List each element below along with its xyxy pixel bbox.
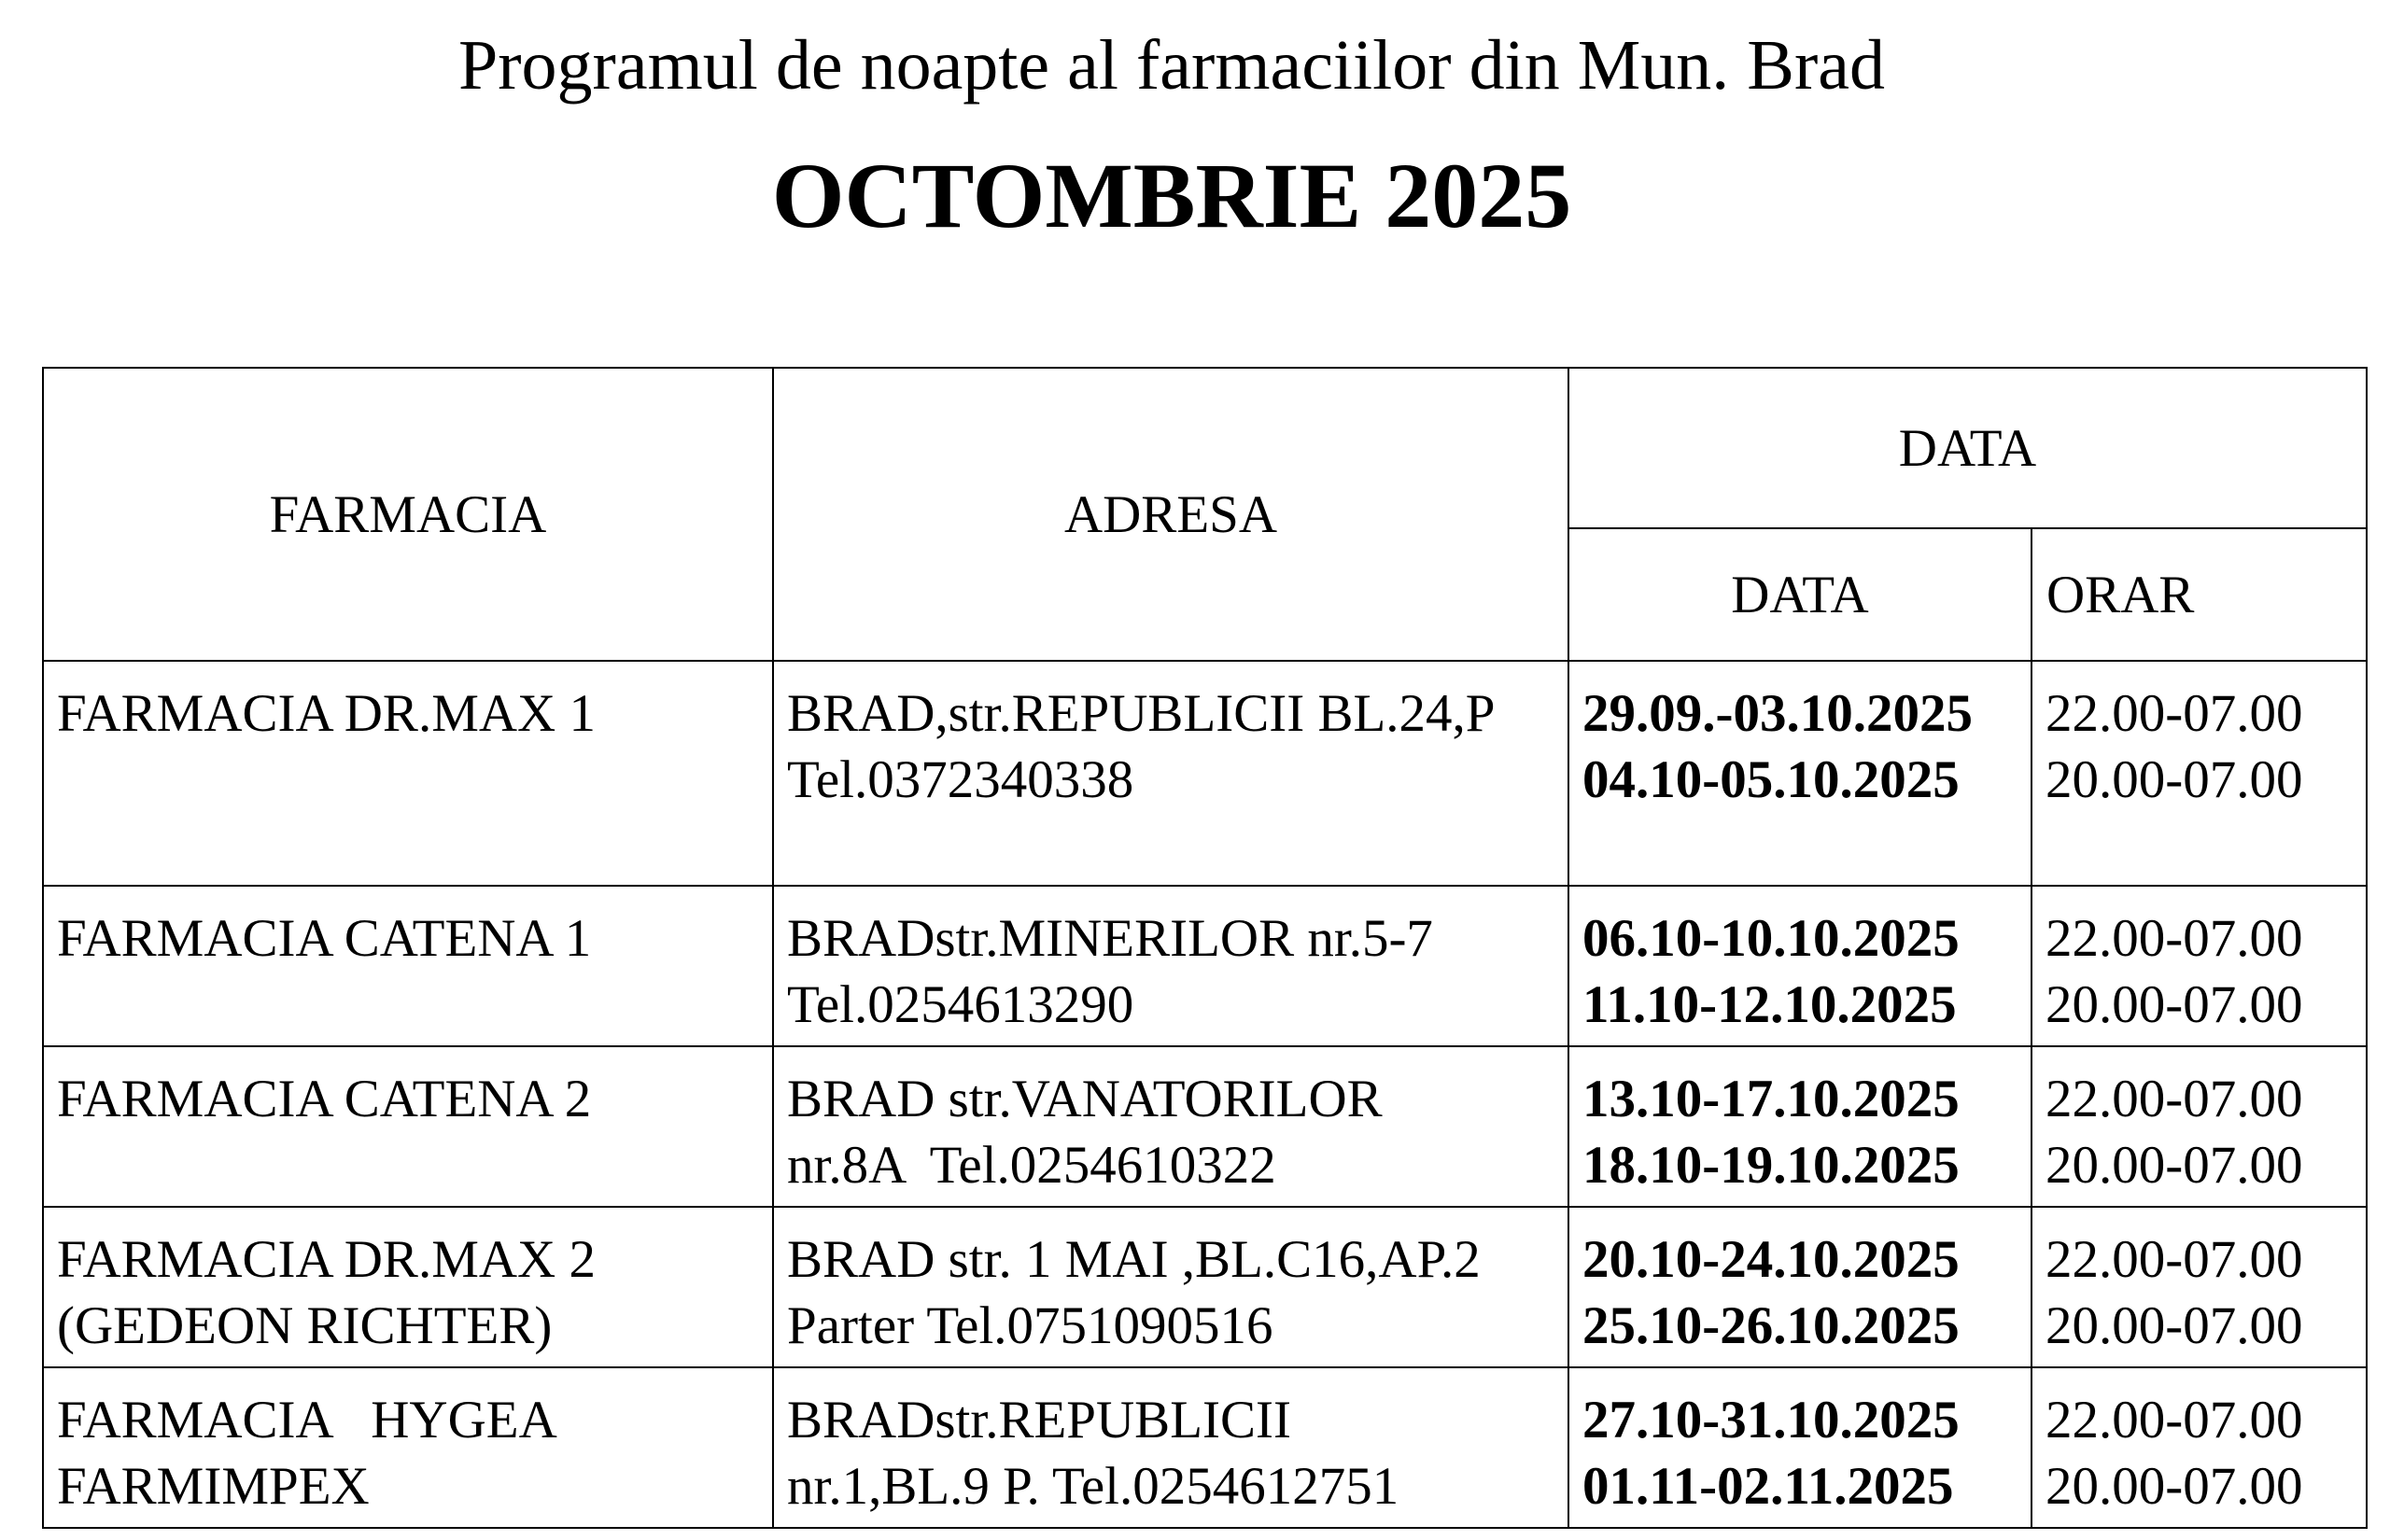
cell-hours bbox=[2032, 661, 2367, 886]
document-subtitle: Programul de noapte al farmaciilor din Mun. Brad bbox=[457, 26, 1885, 105]
cell-address-line: BRAD str. 1 MAI ,BL.C16,AP.2 bbox=[787, 1230, 1481, 1289]
cell-dates bbox=[1568, 1367, 2032, 1528]
cell-address-line: BRAD,str.REPUBLICII BL.24,P bbox=[787, 684, 1496, 743]
cell-hours-line: 20.00-07.00 bbox=[2046, 750, 2303, 809]
cell-hours-line: 20.00-07.00 bbox=[2046, 1457, 2303, 1516]
cell-address bbox=[773, 1367, 1568, 1528]
cell-hours-line: 20.00-07.00 bbox=[2046, 975, 2303, 1034]
table-row bbox=[43, 661, 2367, 886]
table-row bbox=[43, 1367, 2367, 1528]
cell-address bbox=[773, 661, 1568, 886]
cell-dates bbox=[1568, 661, 2032, 886]
header-orar: ORAR bbox=[2032, 528, 2367, 661]
cell-hours-line: 22.00-07.00 bbox=[2046, 1070, 2303, 1128]
cell-pharmacy-name bbox=[43, 661, 773, 886]
cell-address bbox=[773, 886, 1568, 1046]
cell-hours bbox=[2032, 1207, 2367, 1367]
cell-pharmacy-name bbox=[43, 886, 773, 1046]
cell-dates bbox=[1568, 1046, 2032, 1207]
header-farmacia: FARMACIA bbox=[43, 368, 773, 661]
cell-hours bbox=[2032, 886, 2367, 1046]
cell-address bbox=[773, 1207, 1568, 1367]
cell-dates-line: 20.10-24.10.2025 bbox=[1582, 1230, 1960, 1289]
cell-pharmacy-name-line: FARMIMPEX bbox=[57, 1457, 370, 1516]
cell-dates-line: 29.09.-03.10.2025 bbox=[1582, 684, 1973, 743]
pharmacy-schedule-table bbox=[42, 367, 2368, 1529]
cell-address-line: nr.8A Tel.0254610322 bbox=[787, 1136, 1276, 1195]
header-data-group: DATA bbox=[1568, 368, 2367, 528]
table-row bbox=[43, 1207, 2367, 1367]
cell-address-line: BRAD str.VANATORILOR bbox=[787, 1070, 1383, 1128]
cell-pharmacy-name-line: FARMACIA DR.MAX 2 bbox=[57, 1230, 596, 1289]
cell-pharmacy-name-line: FARMACIA HYGEA bbox=[57, 1391, 557, 1449]
cell-hours-line: 22.00-07.00 bbox=[2046, 1391, 2303, 1449]
cell-dates-line: 18.10-19.10.2025 bbox=[1582, 1136, 1960, 1195]
cell-dates bbox=[1568, 886, 2032, 1046]
header-data: DATA bbox=[1568, 528, 2032, 661]
cell-dates-line: 25.10-26.10.2025 bbox=[1582, 1296, 1960, 1355]
cell-pharmacy-name bbox=[43, 1207, 773, 1367]
cell-hours-line: 22.00-07.00 bbox=[2046, 1230, 2303, 1289]
cell-dates-line: 06.10-10.10.2025 bbox=[1582, 909, 1960, 968]
cell-address bbox=[773, 1046, 1568, 1207]
header-adresa: ADRESA bbox=[773, 368, 1568, 661]
cell-address-line: Parter Tel.0751090516 bbox=[787, 1296, 1273, 1355]
cell-pharmacy-name-line: FARMACIA CATENA 1 bbox=[57, 909, 592, 968]
document-title: OCTOMBRIE 2025 bbox=[771, 144, 1572, 247]
cell-address-line: Tel.0254613290 bbox=[787, 975, 1134, 1034]
cell-hours-line: 22.00-07.00 bbox=[2046, 684, 2303, 743]
cell-address-line: nr.1,BL.9 P. Tel.0254612751 bbox=[787, 1457, 1399, 1516]
cell-hours bbox=[2032, 1046, 2367, 1207]
cell-hours bbox=[2032, 1367, 2367, 1528]
cell-hours-line: 20.00-07.00 bbox=[2046, 1136, 2303, 1195]
cell-address-line: BRADstr.REPUBLICII bbox=[787, 1391, 1291, 1449]
cell-pharmacy-name-line: FARMACIA CATENA 2 bbox=[57, 1070, 592, 1128]
cell-dates-line: 11.10-12.10.2025 bbox=[1582, 975, 1957, 1034]
cell-hours-line: 20.00-07.00 bbox=[2046, 1296, 2303, 1355]
cell-hours-line: 22.00-07.00 bbox=[2046, 909, 2303, 968]
cell-dates-line: 27.10-31.10.2025 bbox=[1582, 1391, 1960, 1449]
cell-pharmacy-name bbox=[43, 1046, 773, 1207]
table-row bbox=[43, 1046, 2367, 1207]
cell-address-line: BRADstr.MINERILOR nr.5-7 bbox=[787, 909, 1433, 968]
cell-pharmacy-name-line: (GEDEON RICHTER) bbox=[57, 1296, 553, 1355]
cell-pharmacy-name bbox=[43, 1367, 773, 1528]
cell-address-line: Tel.0372340338 bbox=[787, 750, 1134, 809]
cell-dates bbox=[1568, 1207, 2032, 1367]
cell-pharmacy-name-line: FARMACIA DR.MAX 1 bbox=[57, 684, 596, 743]
cell-dates-line: 01.11-02.11.2025 bbox=[1582, 1457, 1954, 1516]
table-row bbox=[43, 886, 2367, 1046]
cell-dates-line: 04.10-05.10.2025 bbox=[1582, 750, 1960, 809]
cell-dates-line: 13.10-17.10.2025 bbox=[1582, 1070, 1960, 1128]
